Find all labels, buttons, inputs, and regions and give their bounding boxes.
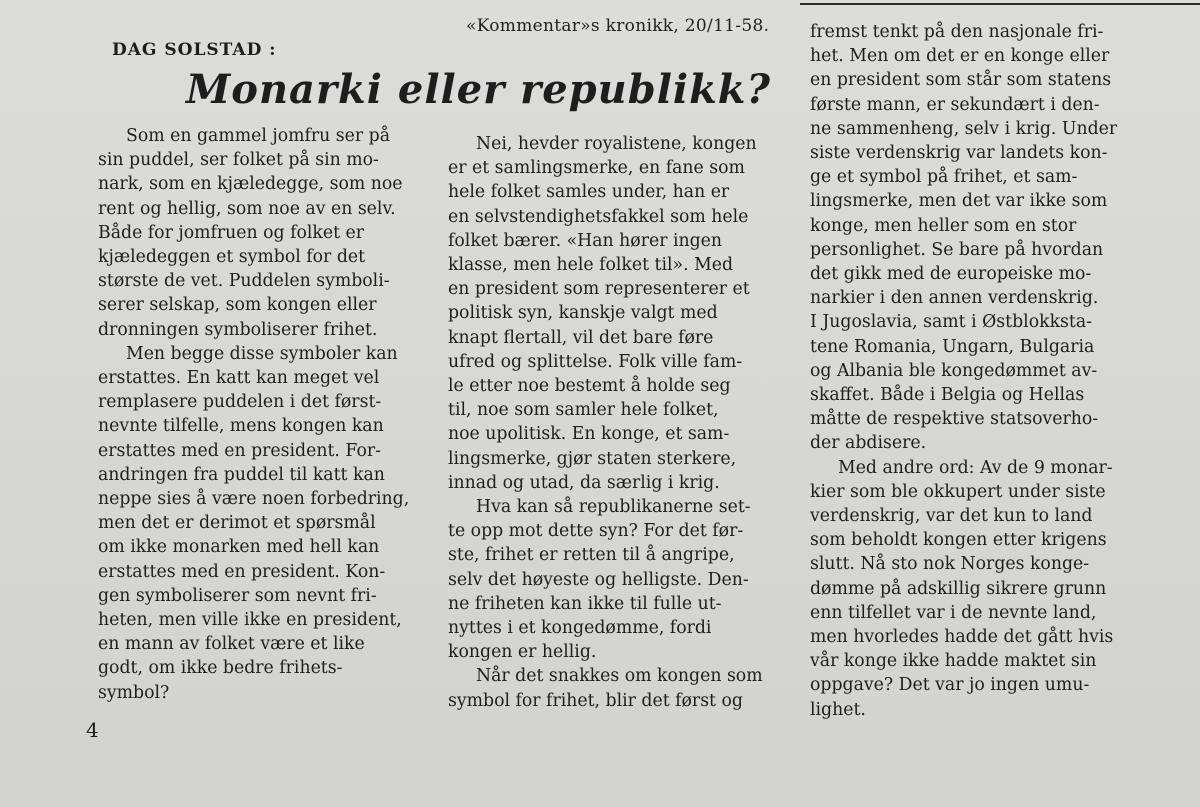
text-line: til, noe som samler hele folket, <box>448 400 719 421</box>
text-line: erstattes med en president. For- <box>98 440 381 461</box>
text-line: slutt. Nå sto nok Norges konge- <box>810 554 1090 575</box>
text-line: en selvstendighetsfakkel som hele <box>448 206 749 227</box>
text-line: Med andre ord: Av de 9 monar- <box>838 457 1113 478</box>
text-line: selv det høyeste og helligste. Den- <box>448 569 749 590</box>
text-column-2 <box>448 132 786 713</box>
text-line: lighet. <box>810 699 866 720</box>
text-line: Som en gammel jomfru ser på <box>126 126 391 146</box>
paragraph <box>98 342 432 705</box>
author-byline: DAG SOLSTAD : <box>112 40 277 60</box>
text-line: vår konge ikke hadde maktet sin <box>810 651 1097 672</box>
text-line: konge, men heller som en stor <box>810 215 1077 236</box>
text-line: sin puddel, ser folket på sin mo- <box>98 150 379 171</box>
text-line: nyttes i et kongedømme, fordi <box>448 618 712 639</box>
text-line: dronningen symboliserer frihet. <box>98 319 378 340</box>
text-line: der abdisere. <box>810 433 927 454</box>
text-line: en president som representerer et <box>448 279 750 300</box>
article-headline: Monarki eller republikk? <box>186 66 771 113</box>
text-column-3 <box>810 20 1154 722</box>
text-line: remplasere puddelen i det først- <box>98 392 382 413</box>
paragraph <box>98 124 432 342</box>
page-number: 4 <box>86 718 99 742</box>
text-line: men hvorledes hadde det gått hvis <box>810 627 1114 648</box>
text-line: kjæledeggen et symbol for det <box>98 247 366 268</box>
text-line: Men begge disse symboler kan <box>126 343 398 364</box>
text-line: kier som ble okkupert under siste <box>810 481 1106 502</box>
text-line: en mann av folket være et like <box>98 634 365 655</box>
text-line: er et samlingsmerke, en fane som <box>448 158 745 179</box>
text-line: ste, frihet er retten til å angripe, <box>448 545 735 566</box>
text-line: personlighet. Se bare på hvordan <box>810 239 1104 260</box>
text-line: verdenskrig, var det kun to land <box>810 506 1093 527</box>
text-line: knapt flertall, vil det bare føre <box>448 327 714 348</box>
top-rule <box>800 3 1200 5</box>
text-line: Både for jomfruen og folket er <box>98 222 365 243</box>
paragraph <box>448 495 786 664</box>
text-line: Når det snakkes om kongen som <box>476 666 763 687</box>
paragraph <box>448 664 786 712</box>
text-line: hele folket samles under, han er <box>448 182 730 203</box>
text-line: narkier i den annen verdenskrig. <box>810 288 1099 309</box>
text-line: klasse, men hele folket til». Med <box>448 255 734 276</box>
text-column-1 <box>98 124 432 705</box>
paragraph <box>448 132 786 495</box>
text-line: Hva kan så republikanerne set- <box>476 497 751 518</box>
source-line: «Kommentar»s kronikk, 20/11-58. <box>466 16 770 36</box>
text-line: innad og utad, da særlig i krig. <box>448 472 720 493</box>
text-line: ne sammenheng, selv i krig. Under <box>810 118 1118 139</box>
text-line: nevnte tilfelle, mens kongen kan <box>98 416 384 437</box>
text-line: rent og hellig, som noe av en selv. <box>98 198 396 219</box>
text-line: om ikke monarken med hell kan <box>98 537 380 558</box>
text-line: største de vet. Puddelen symboli- <box>98 271 390 292</box>
text-line: I Jugoslavia, samt i Østblokkstа- <box>810 312 1093 333</box>
text-line: kongen er hellig. <box>448 642 597 663</box>
text-line: heten, men ville ikke en president, <box>98 610 402 631</box>
text-line: men det er derimot et spørsmål <box>98 513 376 534</box>
text-line: siste verdenskrig var landets kon- <box>810 143 1108 164</box>
text-line: lingsmerke, gjør staten sterkere, <box>448 448 737 469</box>
text-line: fremst tenkt på den nasjonale fri- <box>810 22 1104 42</box>
text-line: ge et symbol på frihet, et sam- <box>810 167 1078 188</box>
text-line: skaffet. Både i Belgia og Hellas <box>810 385 1085 406</box>
text-line: gen symboliserer som nevnt fri- <box>98 585 377 606</box>
text-line: første mann, er sekundært i den- <box>810 94 1100 115</box>
text-line: het. Men om det er en konge eller <box>810 46 1110 67</box>
text-line: erstattes med en president. Kon- <box>98 561 386 582</box>
text-line: som beholdt kongen etter krigens <box>810 530 1107 551</box>
text-line: tene Romania, Ungarn, Bulgaria <box>810 336 1095 357</box>
text-line: politisk syn, kanskje valgt med <box>448 303 718 324</box>
text-line: enn tilfellet var i de nevnte land, <box>810 602 1097 623</box>
text-line: måtte de respektive statsoverho- <box>810 409 1099 430</box>
text-line: le etter noe bestemt å holde seg <box>448 376 731 397</box>
text-line: noe upolitisk. En konge, et sam- <box>448 424 730 445</box>
text-line: oppgave? Det var jo ingen umu- <box>810 675 1090 696</box>
text-line: lingsmerke, men det var ikke som <box>810 191 1108 212</box>
text-line: symbol for frihet, blir det først og <box>448 690 743 711</box>
text-line: og Albania ble kongedømmet av- <box>810 360 1098 381</box>
text-line: folket bærer. «Han hører ingen <box>448 230 723 251</box>
text-line: te opp mot dette syn? For det før- <box>448 521 744 542</box>
paragraph <box>810 20 1154 456</box>
text-line: symbol? <box>98 682 170 703</box>
text-line: neppe sies å være noen forbedring, <box>98 489 410 510</box>
text-line: erstattes. En katt kan meget vel <box>98 368 380 389</box>
text-line: Nei, hevder royalistene, kongen <box>476 134 757 154</box>
text-line: en president som står som statens <box>810 70 1112 91</box>
text-line: nark, som en kjæledegge, som noe <box>98 174 403 195</box>
text-line: andringen fra puddel til katt kan <box>98 464 385 485</box>
text-line: godt, om ikke bedre frihets- <box>98 658 343 679</box>
paragraph <box>810 456 1154 722</box>
text-line: ufred og splittelse. Folk ville fam- <box>448 351 743 372</box>
text-line: dømme på adskillig sikrere grunn <box>810 578 1107 599</box>
text-line: ne friheten kan ikke til fulle ut- <box>448 593 722 614</box>
text-line: det gikk med de europeiske mo- <box>810 264 1092 285</box>
text-line: serer selskap, som kongen eller <box>98 295 377 316</box>
